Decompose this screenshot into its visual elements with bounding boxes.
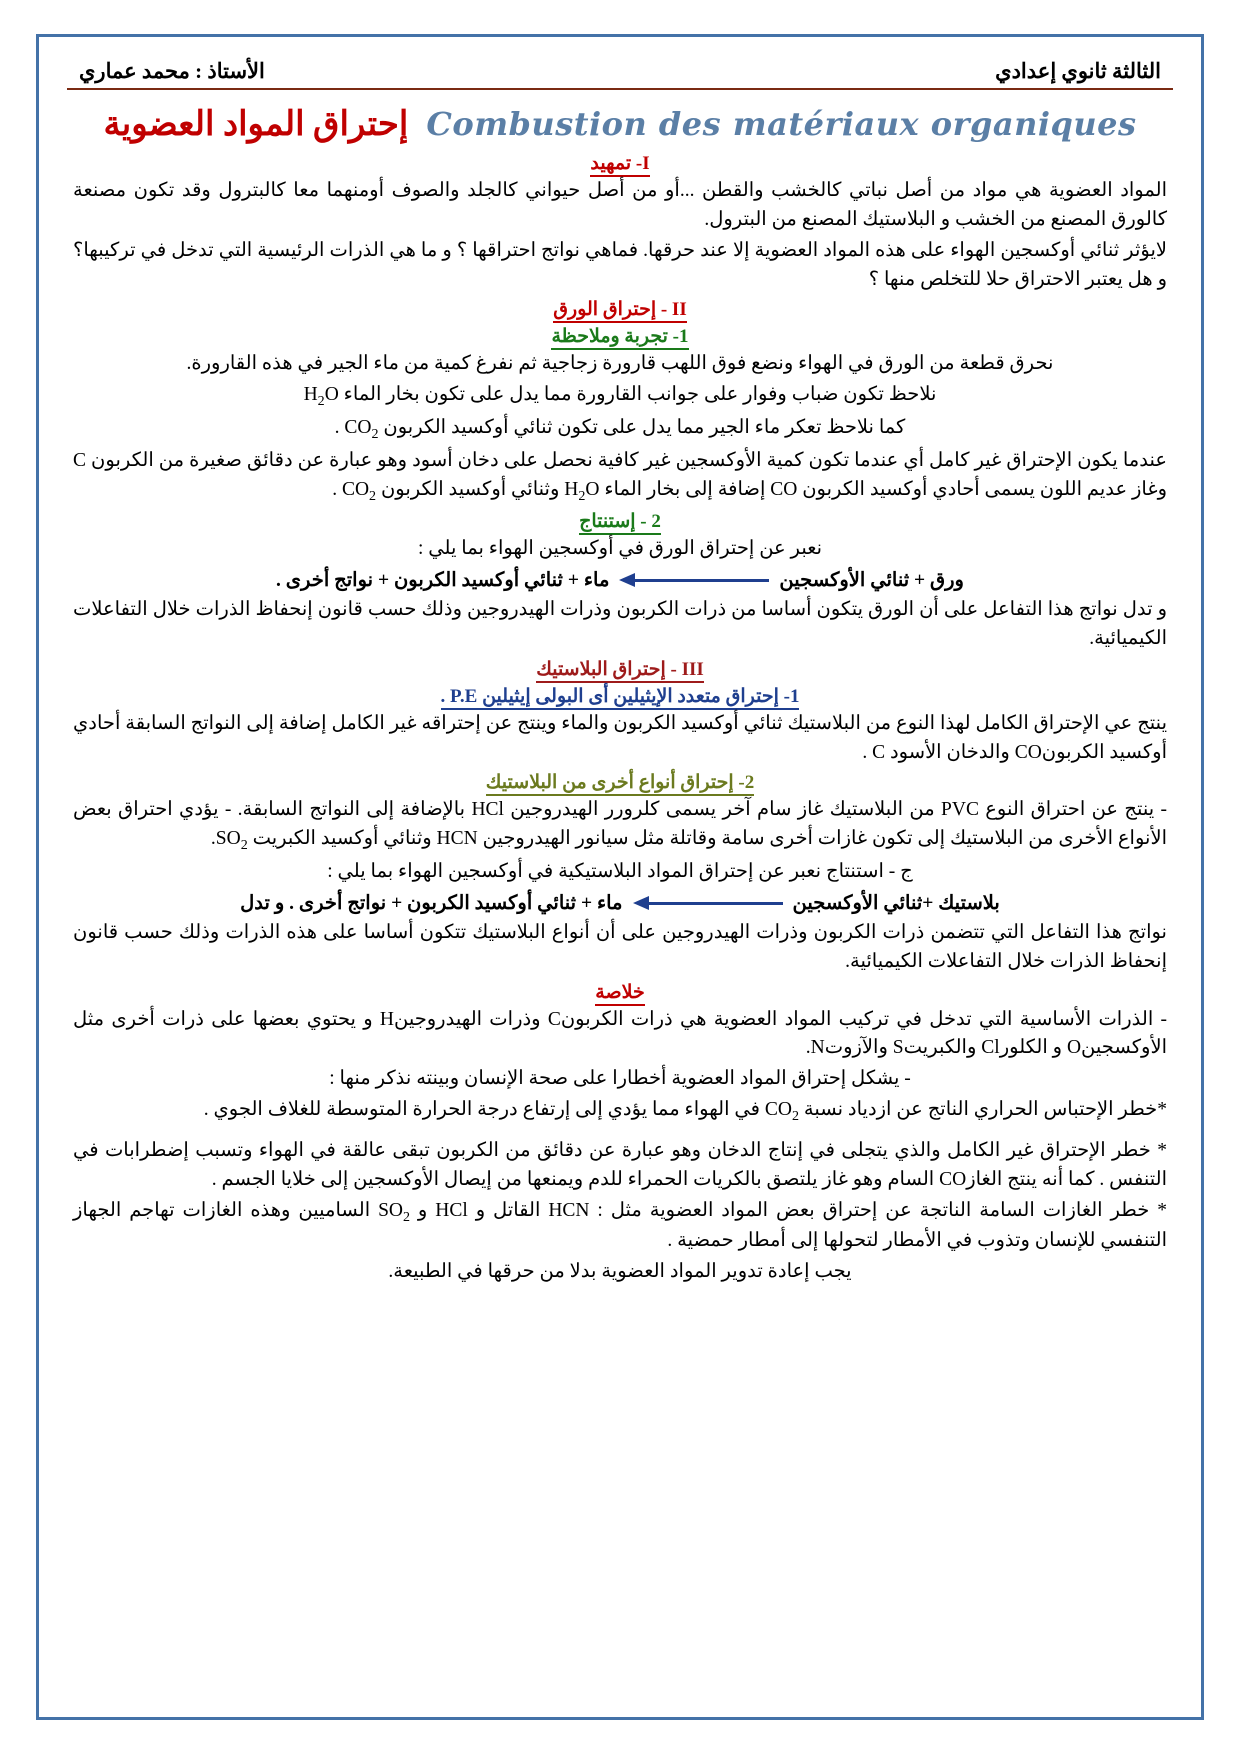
paper-p3-text: كما نلاحظ تعكر ماء الجير مما يدل على تكون ثنائي أوكسيد الكربون — [383, 416, 906, 438]
plastic-paragraph-2: - ينتج عن احتراق النوع PVC من البلاستيك غاز سام آخر يسمى كلرورر الهيدروجين HCl بالإضافة إلى النواتج السابقة. - يؤدي احتراق بعض الأنواع الأخرى من البلاستيك إلى تكون غازات أخرى سامة وقاتلة مثل سيانور الهيدروجين HCN وثنائي أوكسيد الكبريت $SO_2$. — [73, 799, 1167, 854]
summary-paragraph-1: - الذرات الأساسية التي تدخل في تركيب المواد العضوية هي ذرات الكربونC وذرات الهيدروجينH و يحتوي بعضها على ذرات أخرى مثل الأوكسجينO و الكلورCl والكبريتS والآزوتN. — [73, 1008, 1167, 1059]
plastic-paragraph-1: ينتج عي الإحتراق الكامل لهذا النوع من البلاستيك ثنائي أوكسيد الكربون والماء وينتج عن إحتراقه غير الكامل إضافة إلى النواتج السابقة أحادي أوكسيد الكربونCO والدخان الأسود C . — [73, 712, 1167, 763]
equation-plastic — [67, 891, 1173, 915]
summary-paragraph-4: * خطر الإحتراق غير الكامل والذي يتجلى في إنتاج الدخان وهو عبارة عن دقائق من الكربون تبقى عالقة في الهواء وتسبب إضطرابات في التنفس . كما أنه ينتج الغازCO السام وهو غاز يلتصق بالكريات الحمراء للدم ويمنعها من إيصال الأوكسجين إلى خلايا الجسم . — [73, 1139, 1167, 1190]
equation-paper-reactants: ورق + ثنائي الأوكسجين — [779, 570, 964, 592]
heading-summary: خلاصة — [67, 981, 1173, 1004]
document-header — [67, 59, 1173, 90]
summary-paragraph-3: *خطر الإحتباس الحراري الناتج عن ازدياد نسبة $CO_2$ في الهواء مما يؤدي إلى إرتفاع درجة الحرارة المتوسطة للغلاف الجوي . — [203, 1099, 1167, 1125]
spacer — [67, 1129, 1173, 1135]
summary-paragraph-5: * خطر الغازات السامة الناتجة عن إحتراق بعض المواد العضوية مثل : HCN القاتل و HCl و $SO_2$ الساميين وهذه الغازات تهاجم الجهاز التنفسي للإنسان وتذوب في الأمطار لتحولها إلى أمطار حمضية . — [73, 1199, 1167, 1252]
intro-paragraph-1: المواد العضوية هي مواد من أصل نباتي كالخشب والقطن ...أو من أصل حيواني كالجلد والصوف أومنهما معا كالبترول وقد تكون مصنعة كالورق المصنع من الخشب و البلاستيك المصنع من البترول. — [73, 180, 1167, 230]
heading-introduction: I- تمهيد — [67, 152, 1173, 175]
equation-paper-products: ماء + ثنائي أوكسيد الكربون + نواتج أخرى . — [276, 570, 610, 592]
paper-conclusion-law: و تدل نواتج هذا التفاعل على أن الورق يتكون أساسا من ذرات الكربون وذرات الهيدروجين وذلك حسب قانون إنحفاظ الذرات خلال التفاعلات الكيميائية. — [73, 599, 1167, 649]
document-title — [67, 104, 1173, 144]
reaction-arrow-icon — [633, 896, 783, 910]
paper-conclusion-text: نعبر عن إحتراق الورق في أوكسجين الهواء بما يلي : — [417, 538, 823, 560]
plastic-conclusion-text: ج - استنتاج نعبر عن إحتراق المواد البلاستيكية في أوكسجين الهواء بما يلي : — [327, 861, 913, 882]
section-introduction — [67, 152, 1173, 294]
section-plastic-combustion — [67, 658, 1173, 977]
equation-plastic-products: ماء + ثنائي أوكسيد الكربون + نواتج أخرى . و تدل — [240, 892, 623, 914]
page-border-frame — [36, 34, 1204, 1720]
heading-paper-conclusion: 2 - إستنتاج — [67, 510, 1173, 533]
heading-other-plastics: 2- إحتراق أنواع أخرى من البلاستيك — [67, 771, 1173, 794]
heading-plastic-combustion: III - إحتراق البلاستيك — [67, 658, 1173, 681]
formula-carbon-dioxide: $CO_2$ — [344, 416, 379, 442]
title-french: Combustion des matériaux organiques — [426, 105, 1137, 143]
reaction-arrow-icon — [619, 573, 769, 587]
summary-paragraph-2: - يشكل إحتراق المواد العضوية أخطارا على صحة الإنسان وبينته نذكر منها : — [329, 1068, 911, 1090]
plastic-conclusion-law: نواتج هذا التفاعل التي تتضمن ذرات الكربون وذرات الهيدروجين على أن أنواع البلاستيك تتكون أساسا على هذه الذرات وذلك حسب قانون إنحفاظ الذرات خلال التفاعلات الكيميائية. — [73, 921, 1167, 972]
paper-p2-text: نلاحظ تكون ضباب وفوار على جوانب القارورة مما يدل على تكون بخار الماء — [343, 384, 937, 406]
title-arabic: إحتراق المواد العضوية — [103, 106, 409, 143]
header-class-level: الثالثة ثانوي إعدادي — [995, 59, 1161, 83]
paper-paragraph-1: نحرق قطعة من الورق في الهواء ونضع فوق اللهب قارورة زجاجية ثم نفرغ كمية من ماء الجير في هذه القارورة. — [186, 353, 1054, 375]
intro-paragraph-2: لايؤثر ثنائي أوكسجين الهواء على هذه المواد العضوية إلا عند حرقها. فماهي نواتج احتراقها ؟ و ما هي الذرات الرئيسية التي تدخل في تركيبها؟ و هل يعتبر الاحتراق حلا للتخلص منها ؟ — [73, 239, 1167, 290]
section-paper-combustion — [67, 298, 1173, 506]
section-paper-conclusion — [67, 510, 1173, 654]
paper-paragraph-4: عندما يكون الإحتراق غير كامل أي عندما تكون كمية الأوكسجين غير كافية نحصل على دخان أسود وهو عبارة عن دقائق صغيرة من الكربون C وغاز عديم اللون يسمى أحادي أوكسيد الكربون CO إضافة إلى بخار الماء $H_2O$ وثنائي أوكسيد الكربون $CO_2$ . — [73, 449, 1167, 504]
heading-polyethylene: 1- إحتراق متعدد الإيثيلين أى البولى إيثيلين P.E . — [67, 685, 1173, 708]
formula-water: $H_2O$ — [303, 384, 339, 410]
heading-paper-combustion: II - إحتراق الورق — [67, 298, 1173, 321]
paper-paragraph-2 — [67, 381, 1173, 412]
heading-paper-experiment: 1- تجربة وملاحظة — [67, 325, 1173, 348]
header-teacher-name: الأستاذ : محمد عماري — [79, 59, 265, 83]
summary-paragraph-6: يجب إعادة تدوير المواد العضوية بدلا من حرقها في الطبيعة. — [388, 1261, 852, 1283]
equation-plastic-reactants: بلاستيك +ثنائي الأوكسجين — [792, 892, 1000, 914]
paper-paragraph-3 — [67, 414, 1173, 445]
section-summary — [67, 981, 1173, 1287]
equation-paper — [67, 568, 1173, 592]
paper-p3-period: . — [334, 416, 340, 438]
